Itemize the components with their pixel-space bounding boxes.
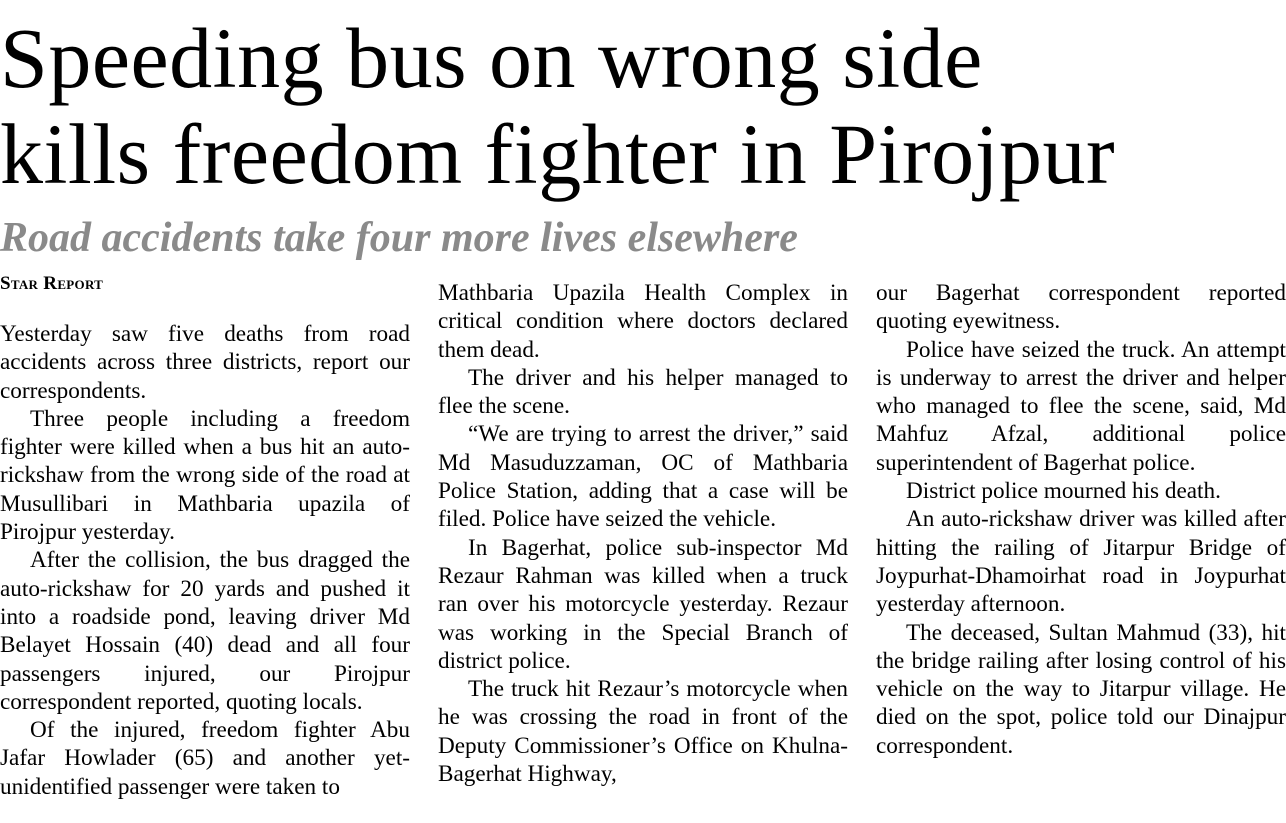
paragraph: our Bagerhat correspondent reported quoting eyewitness.: [876, 280, 1286, 335]
headline-line-1: Speeding bus on wrong side: [0, 10, 983, 106]
paragraph: Mathbaria Upazila Health Complex in critical condition where doctors declared them dead.: [438, 280, 848, 363]
paragraph: The deceased, Sultan Mahmud (33), hit the bridge railing after losing control of his vehicle on the way to Jitarpur village. He died on the spot, police told our Dinajpur correspondent.: [876, 619, 1286, 759]
paragraph: Police have seized the truck. An attempt is underway to arrest the driver and helper who managed to flee the scene, said, Md Mahfuz Afzal, additional police superintendent of Bagerhat police.: [876, 336, 1286, 476]
paragraph: Three people including a freedom fighter were killed when a bus hit an auto-rickshaw from the wrong side of the road at Musullibari in Mathbaria upazila of Pirojpur yesterday.: [0, 405, 410, 546]
article-column-3: [876, 279, 1286, 760]
paragraph: Yesterday saw five deaths from road accidents across three districts, report our correspondents.: [0, 321, 410, 404]
paragraph: District police mourned his death.: [906, 478, 1221, 505]
paragraph: After the collision, the bus dragged the auto-rickshaw for 20 yards and pushed it into a roadside pond, leaving driver Md Belayet Hossain (40) dead and all four passengers injured, our Pirojpur correspondent reported, quoting locals.: [0, 547, 410, 715]
paragraph: An auto-rickshaw driver was killed after hitting the railing of Jitarpur Bridge of Joypurhat-Dhamoirhat road in Joypurhat yesterday afternoon.: [876, 506, 1286, 618]
paragraph: In Bagerhat, police sub-inspector Md Rezaur Rahman was killed when a truck ran over his motorcycle yesterday. Rezaur was working in the Special Branch of district police.: [438, 534, 848, 674]
article-column-2: [438, 279, 848, 788]
paragraph: “We are trying to arrest the driver,” said Md Masuduzzaman, OC of Mathbaria Police Station, adding that a case will be filed. Police have seized the vehicle.: [438, 421, 848, 533]
paragraph: The truck hit Rezaur’s motorcycle when he was crossing the road in front of the Deputy Commissioner’s Office on Khulna-Bagerhat Highway,: [438, 676, 848, 788]
byline: Star Report: [0, 273, 104, 294]
subheadline: Road accidents take four more lives elsewhere: [0, 215, 798, 261]
paragraph: The driver and his helper managed to flee the scene.: [438, 364, 848, 420]
paragraph: Of the injured, freedom fighter Abu Jafar Howlader (65) and another yet-unidentified passenger were taken to: [0, 717, 410, 800]
article-column-1: [0, 320, 410, 801]
headline-line-2: kills freedom fighter in Pirojpur: [0, 106, 1116, 202]
headline: [0, 10, 1286, 202]
